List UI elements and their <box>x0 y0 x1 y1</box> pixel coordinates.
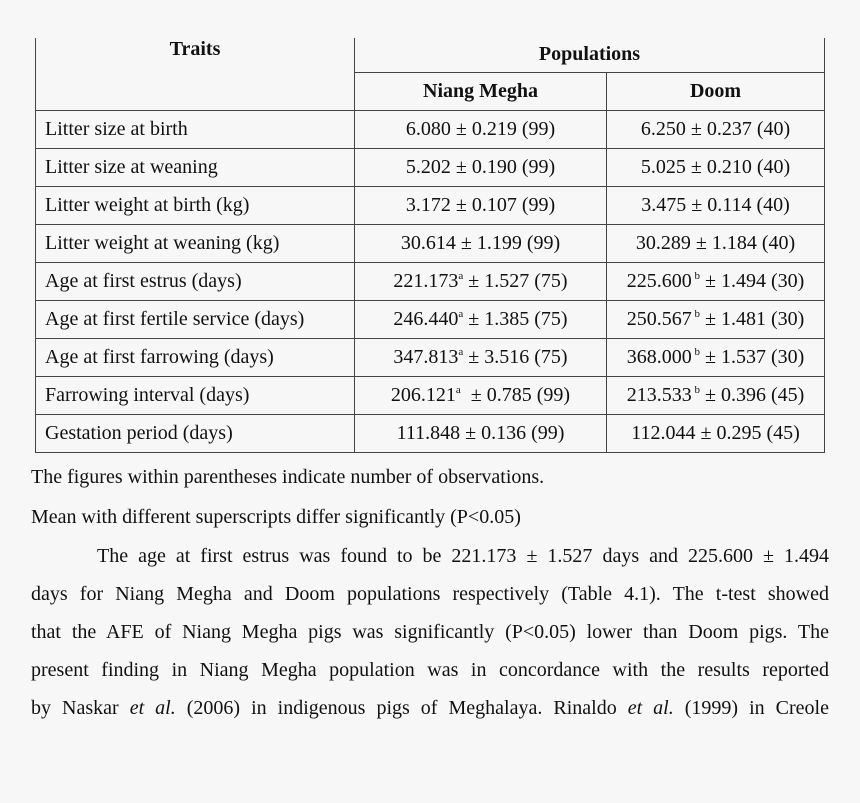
superscript: b <box>691 307 700 320</box>
populations-header: Populations <box>355 38 825 72</box>
traits-table <box>35 38 825 453</box>
superscript: b <box>691 269 700 282</box>
superscript: a <box>455 383 461 396</box>
doom-value: 3.475 ± 0.114 (40) <box>607 186 825 224</box>
niang-megha-value: 206.121$^a$ ± 0.785 (99) <box>355 376 607 414</box>
paragraph-line: present finding in Niang Megha population was in concordance with the results reported <box>31 659 829 681</box>
doom-value: 30.289 ± 1.184 (40) <box>607 224 825 262</box>
paragraph-line: by Naskar et al. (2006) in indigenous pigs of Meghalaya. Rinaldo et al. (1999) in Creole <box>31 697 829 719</box>
table-row <box>36 224 825 262</box>
superscript: a <box>458 345 464 358</box>
doom-value: 6.250 ± 0.237 (40) <box>607 110 825 148</box>
niang-megha-value: 3.172 ± 0.107 (99) <box>355 186 607 224</box>
trait-cell: Age at first estrus (days) <box>36 262 355 300</box>
table-row <box>36 338 825 376</box>
table-row <box>36 300 825 338</box>
table-row <box>36 376 825 414</box>
trait-cell: Litter size at birth <box>36 110 355 148</box>
table-row <box>36 414 825 452</box>
trait-cell: Age at first fertile service (days) <box>36 300 355 338</box>
doom-header: Doom <box>607 72 825 110</box>
trait-cell: Gestation period (days) <box>36 414 355 452</box>
doom-value: 213.533 $^b$ ± 0.396 (45) <box>607 376 825 414</box>
doom-value: 250.567 $^b$ ± 1.481 (30) <box>607 300 825 338</box>
superscript: b <box>691 383 700 396</box>
niang-megha-value: 111.848 ± 0.136 (99) <box>355 414 607 452</box>
superscript: a <box>458 307 464 320</box>
paragraph-line: The age at first estrus was found to be 221.173 ± 1.527 days and 225.600 ± 1.494 <box>97 545 829 567</box>
traits-header: Traits <box>36 38 355 110</box>
trait-cell: Age at first farrowing (days) <box>36 338 355 376</box>
trait-cell: Farrowing interval (days) <box>36 376 355 414</box>
niang-megha-header: Niang Megha <box>355 72 607 110</box>
niang-megha-value: 246.440$^a$ ± 1.385 (75) <box>355 300 607 338</box>
niang-megha-value: 6.080 ± 0.219 (99) <box>355 110 607 148</box>
table-row <box>36 186 825 224</box>
niang-megha-value: 347.813$^a$ ± 3.516 (75) <box>355 338 607 376</box>
superscript: b <box>691 345 700 358</box>
note-superscripts: Mean with different superscripts differ significantly (P<0.05) <box>31 506 521 528</box>
trait-cell: Litter weight at birth (kg) <box>36 186 355 224</box>
table-row <box>36 262 825 300</box>
table-row <box>36 148 825 186</box>
table-header-row <box>36 38 825 72</box>
table-row <box>36 110 825 148</box>
trait-cell: Litter weight at weaning (kg) <box>36 224 355 262</box>
note-observations: The figures within parentheses indicate number of observations. <box>31 466 545 488</box>
superscript: a <box>458 269 464 282</box>
doom-value: 5.025 ± 0.210 (40) <box>607 148 825 186</box>
doom-value: 112.044 ± 0.295 (45) <box>607 414 825 452</box>
paragraph-line: days for Niang Megha and Doom populations respectively (Table 4.1). The t-test showed <box>31 583 829 605</box>
paragraph-line: that the AFE of Niang Megha pigs was significantly (P<0.05) lower than Doom pigs. The <box>31 621 829 643</box>
niang-megha-value: 221.173$^a$ ± 1.527 (75) <box>355 262 607 300</box>
doom-value: 368.000 $^b$ ± 1.537 (30) <box>607 338 825 376</box>
doom-value: 225.600 $^b$ ± 1.494 (30) <box>607 262 825 300</box>
niang-megha-value: 30.614 ± 1.199 (99) <box>355 224 607 262</box>
niang-megha-value: 5.202 ± 0.190 (99) <box>355 148 607 186</box>
trait-cell: Litter size at weaning <box>36 148 355 186</box>
